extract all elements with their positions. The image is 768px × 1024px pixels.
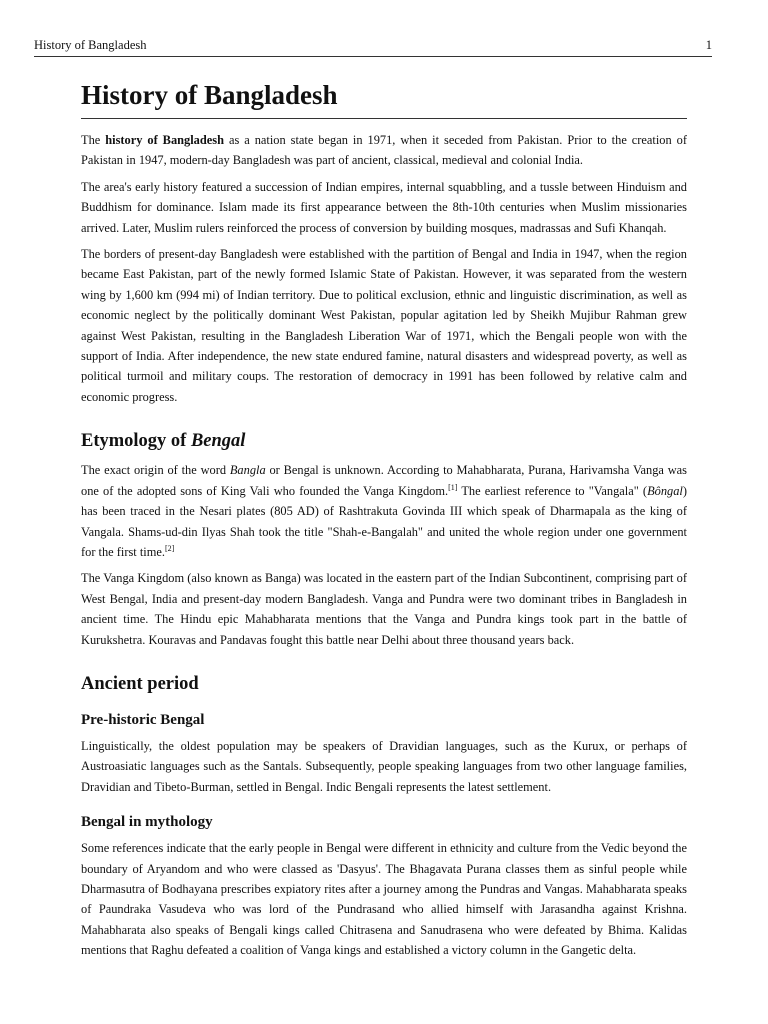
- etymology-heading-text: Etymology of: [81, 431, 191, 452]
- intro-text: as a nation state began in 1971, when it seceded from Pakistan. Prior to the creation of Pakistan in 1947, modern-day Bangladesh was part of ancient, classical, medieval and colonial India.: [81, 133, 687, 168]
- mythology-heading: Bengal in mythology: [81, 814, 213, 831]
- etymology-text: or Bengal is unknown. According to Mahabharata, Purana, Harivamsha Vanga was one of the adopted sons of King Vali who founded the Vanga Kingdom.: [81, 463, 687, 498]
- etymology-paragraph-2: The Vanga Kingdom (also known as Banga) was located in the eastern part of the Indian Subcontinent, comprising part of West Bengal, India and present-day modern Bangladesh. Vanga and Pundra were two dominant tribes in Bangladesh in ancient time. The Hindu epic Mahabharata mentions that the Vanga and Pundra kings took part in the battle of Kurukshetra. Kouravas and Pandavas fought this battle near Delhi about three thousand years back.: [81, 571, 687, 647]
- etymology-paragraph-1: [81, 460, 687, 562]
- etymology-italic-term: Bôngal: [647, 483, 683, 498]
- running-header: [34, 38, 712, 57]
- citation-link[interactable]: [1]: [448, 482, 458, 492]
- running-header-title: History of Bangladesh: [34, 38, 147, 52]
- intro-paragraph-2: The area's early history featured a succession of Indian empires, internal squabbling, and a tussle between Hinduism and Buddhism for dominance. Islam made its first appearance between the 8th-10th centuries when Muslim missionaries arrived. Later, Muslim rulers reinforced the process of conversion by building mosques, madrassas and Sufi Khanqah.: [81, 179, 687, 235]
- etymology-italic-term: Bangla: [229, 463, 266, 478]
- page-number: 1: [705, 38, 712, 52]
- etymology-heading: [81, 429, 687, 453]
- prehistoric-paragraph: Linguistically, the oldest population may be speakers of Dravidian languages, such as the Kurux, or perhaps of Austroasiatic languages such as the Santals. Subsequently, people speaking languages from two other language families, Dravidian and Tibeto-Burman, settled in Bengal. Indic Bengali represents the latest settlement.: [81, 738, 687, 794]
- ancient-period-heading: Ancient period: [81, 673, 199, 694]
- article-body: [81, 78, 687, 961]
- mythology-paragraph: Some references indicate that the early people in Bengal were different in ethnicity and culture from the Vedic beyond the boundary of Aryandom and who were classed as 'Dasyus'. The Bhagavata Purana classes them as sinful people while Dharmasutra of Bodhayana prescribes expiatory rites after a journey among the Pundras and Vangas. Mahabharata speaks of Paundraka Vasudeva who was lord of the Pundrasand who allied himself with Jarasandha against Krishna. Mahabharata also speaks of Bengali kings called Chitrasena and Sanudrasena who were defeated by Bhima. Kalidas mentions that Raghu defeated a coalition of Vanga kings and established a victory column in the Gangetic delta.: [81, 841, 687, 958]
- citation-link[interactable]: [2]: [164, 543, 175, 553]
- etymology-heading-italic: Bengal: [190, 431, 246, 452]
- article-title: History of Bangladesh: [81, 78, 687, 119]
- prehistoric-heading: Pre-historic Bengal: [81, 711, 205, 728]
- intro-bold-term: history of Bangladesh: [105, 133, 224, 147]
- intro-paragraph-1: [81, 130, 687, 171]
- intro-paragraph-3: The borders of present-day Bangladesh were established with the partition of Bengal and India in 1947, when the region became East Pakistan, part of the newly formed Islamic State of Pakistan. However, it was separated from the western wing by 1,600 km (994 mi) of Indian territory. Due to political exclusion, ethnic and linguistic discrimination, as well as economic neglect by the politically dominant West Pakistan, popular agitation led by Sheikh Mujibur Rahman grew against West Pakistan, resulting in the Bangladesh Liberation War of 1971, which the Bengali people won with the support of India. After independence, the new state endured famine, natural disasters and widespread poverty, as well as political turmoil and military coups. The restoration of democracy in 1991 has been followed by relative calm and economic progress.: [81, 247, 687, 404]
- intro-text: The: [81, 133, 106, 147]
- etymology-text: The earliest reference to "Vangala" (: [457, 483, 648, 498]
- etymology-text: The exact origin of the word: [81, 463, 230, 478]
- etymology-text: ) has been traced in the Nesari plates (805 AD) of Rashtrakuta Govinda III which speak of Dharmapala as the king of Vangala. Shams-ud-din Ilyas Shah took the title "Shah-e-Bangalah" and united the whole region under one government for the first time.: [81, 483, 687, 559]
